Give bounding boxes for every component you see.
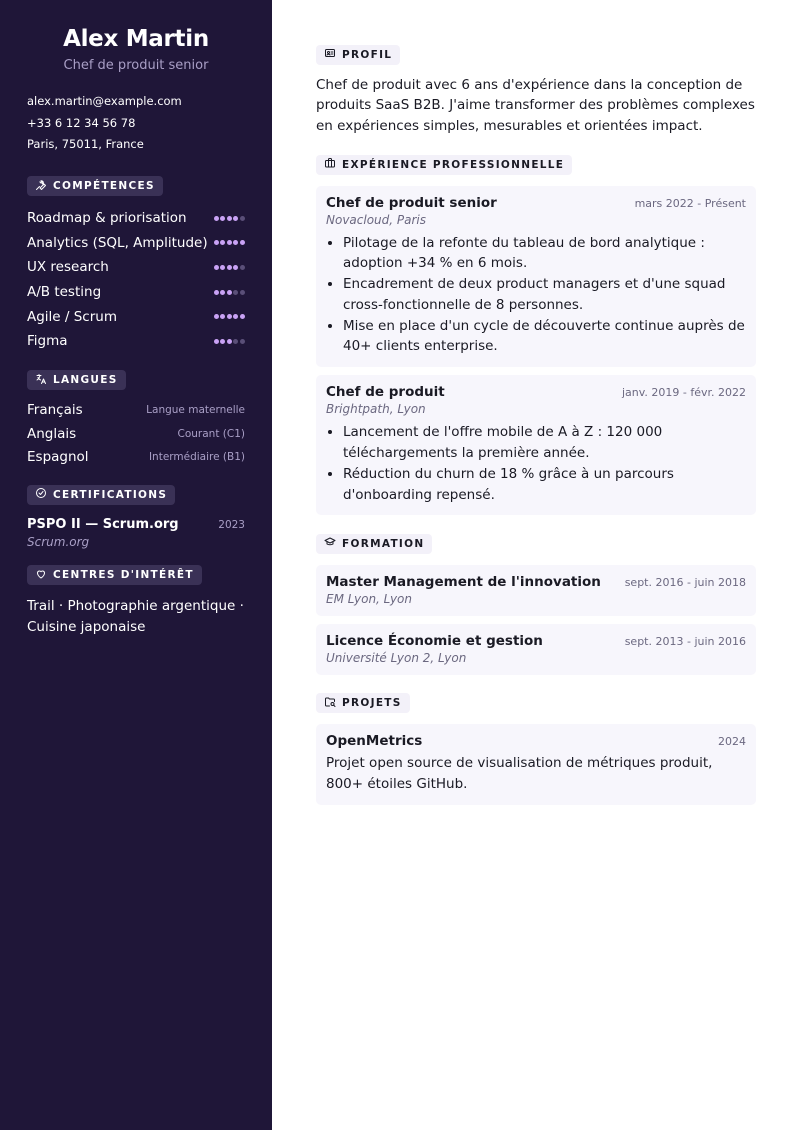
skill-rating [214, 265, 245, 270]
interests-heading-label: CENTRES D'INTÉRÊT [53, 569, 194, 582]
rating-dot [214, 265, 219, 270]
rating-dot [240, 240, 245, 245]
job-company: Novacloud, Paris [326, 212, 427, 227]
degree-school: Université Lyon 2, Lyon [326, 650, 467, 665]
profile-heading [316, 45, 400, 65]
certifications-heading [27, 485, 175, 505]
rating-dot [233, 216, 238, 221]
skill-item [27, 206, 245, 231]
job-bullet: • Réduction du churn de 18 % grâce à un parcours d'onboarding repensé. [343, 464, 746, 506]
skills-list [27, 206, 245, 354]
job-bullet: • Pilotage de la refonte du tableau de bord analytique : adoption +34 % en 6 mois. [343, 233, 746, 275]
skill-rating [214, 339, 245, 344]
experience-heading [316, 155, 572, 175]
education-heading [316, 534, 432, 554]
certification-name: PSPO II — Scrum.org [27, 516, 179, 532]
contact-phone[interactable]: +33 6 12 34 56 78 [27, 115, 136, 130]
languages-heading [27, 370, 126, 390]
rating-dot [233, 314, 238, 319]
certifications-section [27, 484, 245, 549]
language-name: Anglais [27, 425, 77, 442]
rating-dot [214, 290, 219, 295]
rating-dot [233, 290, 238, 295]
graduation-cap-icon [324, 536, 336, 551]
projects-heading [316, 693, 410, 713]
interests-heading [27, 565, 202, 585]
skill-item [27, 329, 245, 354]
rating-dot [214, 314, 219, 319]
rating-dot [220, 339, 225, 344]
job-title: Chef de produit senior [326, 194, 497, 211]
skill-name: UX research [27, 259, 109, 276]
rating-dot [227, 216, 232, 221]
check-circle-icon [35, 487, 47, 502]
project-description: Projet open source de visualisation de métriques produit, 800+ étoiles GitHub. [326, 755, 713, 793]
job-bullet: • Encadrement de deux product managers et d'une squad cross-fonctionnelle de 8 personnes. [343, 274, 746, 316]
project-item [316, 724, 756, 805]
interests-section [27, 565, 245, 638]
contact-email[interactable]: alex.martin@example.com [27, 94, 182, 108]
rating-dot [214, 216, 219, 221]
heart-icon [35, 568, 47, 583]
education-item [316, 565, 756, 616]
degree-school: EM Lyon, Lyon [326, 591, 412, 606]
degree-title: Licence Économie et gestion [326, 632, 543, 649]
skill-rating [214, 216, 245, 221]
language-level: Langue maternelle [146, 403, 245, 416]
certification-year: 2023 [218, 518, 245, 531]
skills-heading [27, 176, 163, 196]
rating-dot [220, 290, 225, 295]
language-name: Français [27, 401, 83, 418]
job-bullet: • Lancement de l'offre mobile de A à Z : 120 000 téléchargements la première année. [343, 422, 746, 464]
rating-dot [227, 290, 232, 295]
projects-section [316, 693, 756, 805]
languages-heading-label: LANGUES [53, 374, 118, 387]
job-title: Chef de produit [326, 384, 445, 401]
folder-search-icon [324, 696, 336, 711]
degree-date: sept. 2016 - juin 2018 [624, 575, 746, 589]
rating-dot [227, 265, 232, 270]
language-name: Espagnol [27, 449, 89, 466]
profile-section [316, 44, 756, 136]
rating-dot [227, 339, 232, 344]
rating-dot [227, 314, 232, 319]
contact-location: Paris, 75011, France [27, 137, 144, 151]
rating-dot [214, 240, 219, 245]
rating-dot [220, 240, 225, 245]
profile-text: Chef de produit avec 6 ans d'expérience dans la conception de produits SaaS B2B. J'aime transformer des problèmes complexes en expériences simples, mesurables et orientées impact. [316, 76, 755, 134]
education-heading-label: FORMATION [342, 537, 425, 550]
skill-item [27, 280, 245, 305]
skills-section [27, 176, 245, 354]
rating-dot [220, 314, 225, 319]
project-title: OpenMetrics [326, 733, 423, 750]
education-section [316, 533, 756, 675]
main-content [316, 0, 756, 805]
skill-item [27, 255, 245, 280]
experience-item [316, 186, 756, 368]
skill-name: Roadmap & priorisation [27, 210, 187, 227]
languages-list [27, 398, 245, 469]
rating-dot [240, 290, 245, 295]
rating-dot [233, 339, 238, 344]
job-bullets [326, 233, 746, 358]
interests-text: Trail · Photographie argentique · Cuisine japonaise [27, 598, 244, 635]
rating-dot [240, 216, 245, 221]
candidate-name: Alex Martin [63, 26, 209, 52]
job-bullet: • Mise en place d'un cycle de découverte continue auprès de 40+ clients enterprise. [343, 316, 746, 358]
language-item [27, 445, 245, 469]
language-item [27, 422, 245, 446]
certification-item [27, 517, 245, 549]
rating-dot [240, 339, 245, 344]
skill-rating [214, 290, 245, 295]
briefcase-icon [324, 157, 336, 172]
experience-heading-label: EXPÉRIENCE PROFESSIONNELLE [342, 158, 565, 171]
rating-dot [220, 216, 225, 221]
language-level: Courant (C1) [177, 427, 245, 440]
certification-org: Scrum.org [27, 534, 90, 549]
contact-block [27, 91, 245, 156]
certifications-heading-label: CERTIFICATIONS [53, 488, 168, 501]
job-date: mars 2022 - Présent [634, 196, 746, 210]
education-item [316, 624, 756, 675]
candidate-title: Chef de produit senior [63, 58, 209, 73]
job-date: janv. 2019 - févr. 2022 [621, 386, 746, 400]
rating-dot [240, 314, 245, 319]
language-level: Intermédiaire (B1) [148, 451, 245, 464]
skill-rating [214, 240, 245, 245]
id-card-icon [324, 47, 336, 62]
languages-section [27, 370, 245, 470]
skill-rating [214, 314, 245, 319]
experience-item [316, 375, 756, 515]
degree-title: Master Management de l'innovation [326, 573, 601, 590]
project-year: 2024 [718, 735, 746, 749]
language-item [27, 398, 245, 422]
sidebar [0, 0, 272, 1130]
wrench-icon [35, 179, 47, 194]
rating-dot [214, 339, 219, 344]
skill-name: Agile / Scrum [27, 308, 117, 325]
skill-name: Analytics (SQL, Amplitude) [27, 234, 208, 251]
profile-heading-label: PROFIL [342, 48, 393, 61]
skills-heading-label: COMPÉTENCES [53, 180, 155, 192]
skill-item [27, 304, 245, 329]
skill-name: A/B testing [27, 284, 102, 301]
job-company: Brightpath, Lyon [326, 402, 426, 417]
job-bullets [326, 422, 746, 505]
rating-dot [220, 265, 225, 270]
rating-dot [227, 240, 232, 245]
experience-section [316, 154, 756, 515]
skill-item [27, 231, 245, 256]
degree-date: sept. 2013 - juin 2016 [624, 634, 746, 648]
translate-icon [35, 373, 47, 388]
rating-dot [240, 265, 245, 270]
projects-heading-label: PROJETS [342, 697, 402, 710]
skill-name: Figma [27, 333, 68, 350]
rating-dot [233, 265, 238, 270]
rating-dot [233, 240, 238, 245]
